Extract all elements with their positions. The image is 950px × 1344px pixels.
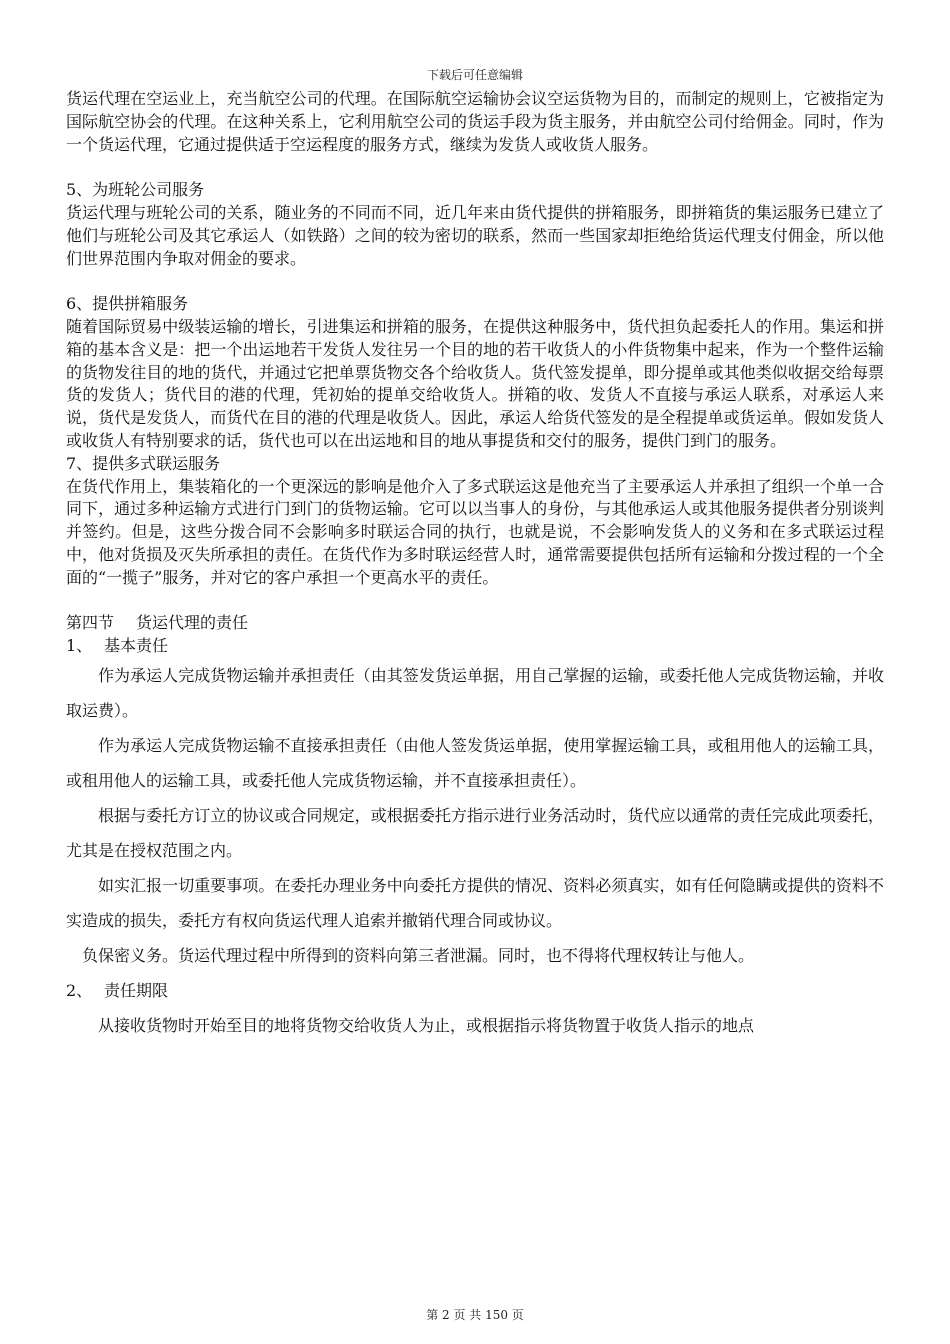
sub2-number: 2、 bbox=[66, 980, 93, 1000]
paragraph-gap bbox=[66, 270, 884, 293]
sub1-heading bbox=[66, 635, 884, 658]
item6-heading: 6、提供拼箱服务 bbox=[66, 294, 189, 314]
sub2-title: 责任期限 bbox=[104, 980, 169, 1000]
liability-period-paragraph: 从接收货物时开始至目的地将货物交给收货人为止，或根据指示将货物置于收货人指示的地点 bbox=[98, 1015, 755, 1035]
page-header: 下载后可任意编辑 bbox=[426, 68, 523, 82]
item5-heading: 5、为班轮公司服务 bbox=[66, 180, 205, 200]
responsibility-paragraph: 作为承运人完成货物运输不直接承担责任（由他人签发货运单据，使用掌握运输工具，或租用他人的运输工具，或租用他人的运输工具，或委托他人完成货物运输，并不直接承担责任）。 bbox=[66, 735, 884, 790]
document-body bbox=[66, 88, 884, 1043]
responsibility-paragraph: 如实汇报一切重要事项。在委托办理业务中向委托方提供的情况、资料必须真实，如有任何隐瞒或提供的资料不实造成的损失，委托方有权向货运代理人追索并撤销代理合同或协议。 bbox=[66, 875, 884, 930]
section4-number: 第四节 bbox=[66, 613, 115, 633]
responsibility-paragraph: 根据与委托方订立的协议或合同规定，或根据委托方指示进行业务活动时，货代应以通常的责任完成此项委托，尤其是在授权范围之内。 bbox=[66, 805, 884, 860]
item5-paragraph: 货运代理与班轮公司的关系，随业务的不同而不同，近几年来由货代提供的拼箱服务，即拼箱货的集运服务已建立了他们与班轮公司及其它承运人（如铁路）之间的较为密切的联系，然而一些国家却拒绝给货运代理支付佣金，所以他们世界范围内争取对佣金的要求。 bbox=[66, 202, 884, 268]
item7-heading: 7、提供多式联运服务 bbox=[66, 453, 221, 473]
sub2-heading bbox=[66, 973, 884, 1008]
intro-paragraph: 货运代理在空运业上，充当航空公司的代理。在国际航空运输协会议空运货物为目的，而制定的规则上，它被指定为国际航空协会的代理。在这种关系上，它利用航空公司的货运手段为货主服务，并由航空公司付给佣金。同时，作为一个货运代理，它通过提供适于空运程度的服务方式，继续为发货人或收货人服务。 bbox=[66, 89, 884, 154]
section4-title: 货运代理的责任 bbox=[136, 613, 249, 633]
item7-paragraph: 在货代作用上，集装箱化的一个更深远的影响是他介入了多式联运这是他充当了主要承运人并承担了组织一个单一合同下，通过多种运输方式进行门到门的货物运输。它可以以当事人的身份，与其他承运人或其他服务提供者分别谈判并签约。但是，这些分拨合同不会影响多时联运合同的执行，也就是说，不会影响发货人的义务和在多式联运过程中，他对货损及灭失所承担的责任。在货代作为多时联运经营人时，通常需要提供包括所有运输和分拨过程的一个全面的“一揽子”服务，并对它的客户承担一个更高水平的责任。 bbox=[66, 476, 884, 587]
responsibility-paragraph: 作为承运人完成货物运输并承担责任（由其签发货运单据，用自己掌握的运输，或委托他人完成货物运输，并收取运费）。 bbox=[66, 665, 884, 720]
paragraph-gap bbox=[66, 590, 884, 613]
page-footer: 第 2 页 共 150 页 bbox=[426, 1308, 524, 1322]
sub1-title: 基本责任 bbox=[104, 636, 169, 656]
paragraph-gap bbox=[66, 156, 884, 179]
responsibility-paragraph: 负保密义务。货运代理过程中所得到的资料向第三者泄漏。同时，也不得将代理权转让与他人。 bbox=[82, 945, 755, 965]
sub1-number: 1、 bbox=[66, 636, 93, 656]
item6-paragraph: 随着国际贸易中级装运输的增长，引进集运和拼箱的服务，在提供这种服务中，货代担负起委托人的作用。集运和拼箱的基本含义是：把一个出运地若干发货人发往另一个目的地的若干收货人的小件货物集中起来，作为一个整件运输的货物发往目的地的货代，并通过它把单票货物交各个给收货人。货代签发提单，即分提单或其他类似收据交给每票货的发货人；货代目的港的代理，凭初始的提单交给收货人。拼箱的收、发货人不直接与承运人联系，对承运人来说，货代是发货人，而货代在目的港的代理是收货人。因此，承运人给货代签发的是全程提单或货运单。假如发货人或收货人有特别要求的话，货代也可以在出运地和目的地从事提货和交付的服务，提供门到门的服务。 bbox=[66, 316, 884, 450]
section4-heading bbox=[66, 612, 884, 635]
